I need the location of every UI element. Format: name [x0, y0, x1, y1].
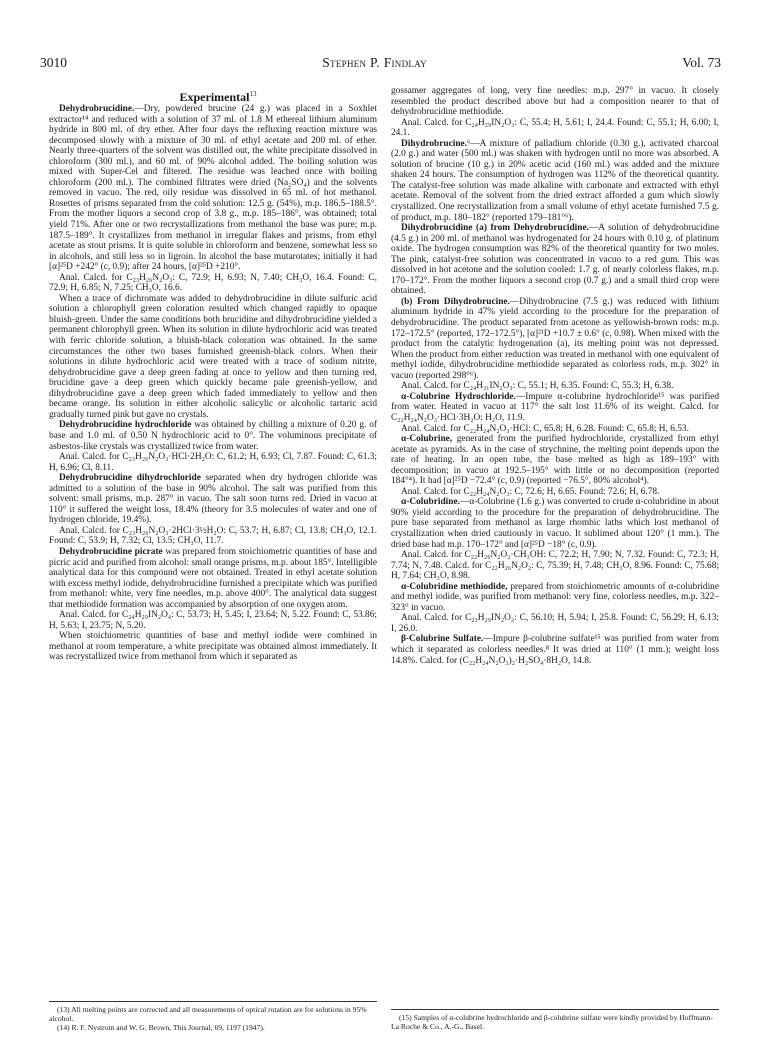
- footnotes-right: [391, 1009, 719, 1031]
- paragraph: [49, 610, 377, 631]
- run-in-heading: Dehydrobrucidine.: [59, 104, 135, 114]
- run-in-heading: β-Colubrine Sulfate.: [401, 634, 484, 645]
- paragraph-text: —Impure α-colubrine hydrochloride¹⁵ was purified from water. Heated in vacuo at 117° the salt lost 11.6% of its weight. Calcd. for C₂₂H₂₄N₂O₃·HCl·3H₂O: H₂O, 11.9.: [391, 391, 719, 423]
- footnotes-left: [49, 1001, 377, 1032]
- paragraph: [391, 86, 719, 118]
- paragraph-text: —α-Colubrine (1.6 g.) was converted to crude α-colubridine in about 90% yield according to the procedure for the preparation of dehydrobrucidine. The pure base separated from methanol as large rhombic laths which lost methanol of crystallization when dried cautiously in vacuo. It sublimed about 120° (1 mm.). The dried base had m.p. 170–172° and [α]²⁵D −18° (c, 0.9).: [391, 497, 719, 550]
- paragraph-text: ⁶—A mixture of palladium chloride (0.30 g.), activated charcoal (2.0 g.) and water (500 ml.) was shaken with hydrogen until no more was absorbed. A solution of brucine (10 g.) in 20% acetic acid (160 ml.) was added and the mixture shaken 24 hours. The consumption of hydrogen was 112% of the theoretical quantity. The catalyst-free solution was made alkaline with carbonate and extracted with ethyl acetate. Removal of the solvent from the dried extract afforded a gum which slowly crystallized. One recrystallization from a small volume of ethyl acetate furnished 7.5 g. of product, m.p. 180–182° (reported 179–181°⁶).: [391, 138, 719, 223]
- paragraph: [391, 392, 719, 424]
- footnote: (14) R. F. Nystrom and W. G. Brown, This Journal, 69, 1197 (1947).: [57, 1023, 265, 1032]
- paragraph: [391, 550, 719, 582]
- paragraph-text: Anal. Calcd. for C₂₄H₂₉IN₂O₄: C, 53.73; H, 5.45; I, 23.64; N, 5.22. Found: C, 53.86; H, 5.63; I, 23.75; N, 5.20.: [49, 610, 377, 631]
- paragraph-text: Anal. Calcd. for C₂₃H₂₆N₂O₃·2HCl·3½H₂O: C, 53.7; H, 6.87; Cl, 13.8; CH₃O, 12.1. Found: C, 53.9; H, 7.32; Cl, 13.5; CH₃O, 11.7.: [49, 525, 377, 547]
- paragraph: [49, 452, 377, 473]
- paragraph: [391, 139, 719, 223]
- paragraph: [391, 434, 719, 487]
- running-title: Stephen P. Findlay: [322, 55, 427, 70]
- paragraph-text: Anal. Calcd. for C₂₃H₂₆N₂O₃·HCl·2H₂O: C, 61.2; H, 6.93; Cl, 7.87. Found: C, 61.3; H, 6.96; Cl, 8.11.: [49, 452, 377, 473]
- paragraph: [391, 223, 719, 297]
- paragraph: [391, 582, 719, 614]
- run-in-heading: α-Colubrine,: [401, 434, 453, 445]
- run-in-heading: Dihydrobrucidine (a) from Dehydrobrucidine.: [401, 223, 589, 234]
- paragraph: [391, 487, 719, 498]
- paragraph: [49, 104, 377, 273]
- paragraph: [391, 381, 719, 392]
- paragraph: [49, 473, 377, 526]
- run-in-heading: Dehydrobrucidine picrate: [59, 546, 163, 557]
- paragraph-text: When a trace of dichromate was added to dehydrobrucidine in dilute sulfuric acid solution a chlorophyll green coloration resulted which changed rapidly to opaque bluish-green. Under the same conditions both brucidine and dihydrobrucidine yielded a permanent chlorophyll green. When its solution in dilute hydrochloric acid was treated with ferric chloride solution, a bluish-black coloration was obtained. In the same circumstances the other two bases furnished greenish-black colors. When their solutions in dilute hydrochloric acid were treated with a trace of sodium nitrite, dehydrobrucidine gave a deep green fading at once to yellow and then turning red, brucidine gave a deep green which quickly became pale greenish-yellow, and dihydrobrucidine gave a deep green which faded immediately to yellow and then became orange. Its solution in either alcoholic salicylic or alcoholic tartaric acid gradually turned pink but gave no crystals.: [49, 293, 377, 420]
- left-column: [49, 87, 377, 663]
- paragraph-text: Anal. Calcd. for C₂₂H₂₄N₂O₃·HCl: C, 65.8; H, 6.28. Found: C, 65.8; H, 6.53.: [401, 423, 689, 434]
- right-column: [391, 86, 719, 666]
- running-header: [40, 55, 721, 73]
- paragraph-text: —Dihydrobrucine (7.5 g.) was reduced with lithium aluminum hydride in 47% yield according to the procedure for the preparation of dehydrobrucidine. The product separated from acetone as yellowish-brown rods: m.p. 172–172.5° (reported, 172–172.5°), [α]²¹D +10.7 ± 0.6° (c, 0.98). When mixed with the product from the catalytic hydrogenation (a), its melting point was not depressed. When the product from either reduction was treated in methanol with one equivalent of methyl iodide, dihydrobrucidine methiodide separated as colorless rods, m.p. 302° in vacuo (reported 298°⁶).: [391, 296, 719, 381]
- run-in-heading: Dihydrobrucine.: [401, 138, 468, 149]
- paragraph-text: was prepared from stoichiometric quantities of base and picric acid and purified from alcohol: small orange prisms, m.p. about 185°. Intelligible analytical data for this compound were not obtained. Treated in ethyl acetate solution with excess methyl iodide, dehydrobrucidine furnished a precipitate which was purified from methanol: white, very fine needles, m.p. above 400°. The analytical data suggest that methiodide formation was accompanied by absorption of one oxygen atom.: [49, 546, 377, 610]
- paragraph: [49, 526, 377, 547]
- paragraph: [391, 613, 719, 634]
- paragraph: [49, 547, 377, 610]
- run-in-heading: α-Colubrine Hydrochloride.: [401, 391, 516, 402]
- paragraph-text: generated from the purified hydrochloride, crystallized from ethyl acetate as pyramids. As in the case of strychnine, the melting point depends upon the rate of heating. In an open tube, the base melted as high as 189–193° with decomposition; in vacuo at 192.5–195° with little or no decomposition (reported 184°⁴). It had [α]²⁵D −72.4° (c, 0.9) (reported −76.5°, 80% alcohol⁴).: [391, 434, 719, 487]
- paragraph-text: —A solution of dehydrobrucidine (4.5 g.) in 200 ml. of methanol was hydrogenated for 24 hours with 0.10 g. of platinum oxide. The hydrogen consumption was 82% of the theoretical quantity for two moles. The pink, catalyst-free solution was concentrated in vacuo to a red gum. This was dissolved in hot acetone and the solution cooled: 1.7 g. of nearly colorless flakes, m.p. 170–172°. From the mother liquors a second crop (0.7 g.) and a small third crop were obtained.: [391, 223, 719, 297]
- paragraph-text: Anal. Calcd. for C₂₂H₂₆N₂O₂·CH₃OH: C, 72.2; H, 7.90; N, 7.32. Found: C, 72.3; H, 7.74; N, 7.48. Calcd. for C₂₂H₂₆N₂O₂: C, 75.39; H, 7.48; CH₃O, 8.96. Found: C, 75.68; H, 7.64; CH₃O, 8.98.: [391, 550, 719, 582]
- paragraph-text: Anal. Calcd. for C₂₃H₂₉IN₂O₂: C, 56.10; H, 5.94; I, 25.8. Found: C, 56.29; H, 6.13; I, 26.0.: [391, 613, 719, 634]
- paragraph-text: —Dry, powdered brucine (24 g.) was placed in a Soxhlet extractor¹⁴ and reduced with a solution of 37 ml. of 1.8 M ethereal lithium aluminum hydride in 800 ml. of dry ether. After four days the refluxing reaction mixture was decomposed slowly with a mixture of 30 ml. of ethyl acetate and 200 ml. of ether. Nearly three-quarters of the solvent was distilled out, the white precipitate dissolved in chloroform (300 ml.), and 60 ml. of 90% alcohol added. The boiling solution was mixed with Super-Cel and filtered. The residue was leached once with boiling chloroform (200 ml.). The combined filtrates were dried (Na₂SO₄) and the solvents removed in vacuo. The red, oily residue was dissolved in 65 ml. of hot methanol. Rosettes of prisms separated from the cold solution: 12.5 g. (54%), m.p. 186.5–188.5°. From the mother liquors a second crop of 3.8 g., m.p. 185–186°, was obtained; total yield 71%. After one or two recrystallizations from methanol the base was pure; m.p. 187.5–189°. It crystallizes from methanol in irregular flakes and prisms, from ethyl acetate as stout prisms. It is quite soluble in chloroform and benzene, somewhat less so in alcohols, and still less so in ligroin. In alcohol the base mutarotates; initially it had [α]²⁵D +242° (c, 0.9); after 24 hours, [α]²⁵D +210°.: [49, 104, 377, 273]
- paragraph-text: —Impure β-colubrine sulfate¹⁵ was purified from water from which it separated as colorless needles.⁸ It was dried at 110° (1 mm.); weight loss 14.8%. Calcd. for (C₂₂H₂₄N₂O₃)₂·H₂SO₄·8H₂O, 14.8.: [391, 634, 720, 666]
- paragraph: [49, 631, 377, 663]
- paragraph: [391, 634, 719, 666]
- paragraph: [391, 118, 719, 139]
- paragraph-text: Anal. Calcd. for C₂₄H₃₁IN₂O₃: C, 55.1; H, 6.35. Found: C, 55.3; H, 6.38.: [401, 381, 674, 392]
- run-in-heading: (b) From Dihydrobrucine.: [401, 296, 510, 307]
- paragraph: [49, 420, 377, 452]
- paragraph-text: Anal. Calcd. for C₂₄H₂₉IN₂O₃: C, 55.4; H, 5.61; I, 24.4. Found: C, 55.1; H, 6.00; I, 24.1.: [391, 117, 719, 139]
- run-in-heading: α-Colubridine.: [401, 497, 460, 508]
- run-in-heading: α-Colubridine methiodide,: [401, 581, 508, 592]
- volume-label: Vol. 73: [682, 55, 721, 70]
- paragraph-text: Anal. Calcd. for C₂₃H₂₆N₂O₃: C, 72.9; H, 6.93; N, 7.40; CH₃O, 16.4. Found: C, 72.9; H, 6.85; N, 7.25; CH₃O, 16.6.: [49, 272, 377, 294]
- page-number: 3010: [40, 55, 67, 70]
- paragraph-text: gossamer aggregates of long, very fine needles: m.p. 297° in vacuo. It closely resembled the product described above but had a composition nearer to that of dehydrobrucidine methiodide.: [391, 86, 719, 118]
- paragraph-text: Anal. Calcd. for C₂₂H₂₄N₂O₃: C, 72.6; H, 6.65. Found: 72.6; H, 6.78.: [401, 486, 660, 497]
- paragraph-text: separated when dry hydrogen chloride was admitted to a solution of the base in 90% alcohol. The salt was purified from this solvent: small prisms, m.p. 287° in vacuo. The salt soon turns red. Dried in vacuo at 110° it suffered the weight loss, 18.4% (theory for 3.5 molecules of water and one of hydrogen chloride, 19.4%).: [49, 473, 377, 526]
- paragraph: [391, 497, 719, 550]
- paragraph: [391, 297, 719, 381]
- paragraph-text: When stoichiometric quantities of base and methyl iodide were combined in methanol at room temperature, a white precipitate was obtained almost immediately. It was recrystallized twice from methanol from which it separated as: [49, 631, 377, 663]
- paragraph: [49, 294, 377, 421]
- footnote: (15) Samples of α-colubrine hydrochloride and β-colubrine sulfate were kindly provided by Hoffmann-La Roche & Co., A.-G., Basel.: [391, 1013, 713, 1031]
- footnote: (13) All melting points are corrected and all measurements of optical rotation are for solutions in 95% alcohol.: [49, 1005, 367, 1023]
- paragraph: [391, 424, 719, 435]
- run-in-heading: Dehydrobrucidine hydrochloride: [59, 420, 192, 431]
- paragraph: [49, 273, 377, 294]
- paragraph-text: was obtained by chilling a mixture of 0.20 g. of base and 1.0 ml. of 0.50 N hydrochloric acid to 0°. The voluminous precipitate of asbestos-like crystals was crystallized twice from water.: [49, 420, 378, 452]
- paragraph-text: prepared from stoichiometric amounts of α-colubridine and methyl iodide, was purified from methanol: very fine, colorless needles, m.p. 322–323° in vacuo.: [391, 581, 719, 613]
- run-in-heading: Dehydrobrucidine dihydrochloride: [59, 473, 201, 484]
- section-heading: Experimental$^{13}$: [179, 90, 257, 104]
